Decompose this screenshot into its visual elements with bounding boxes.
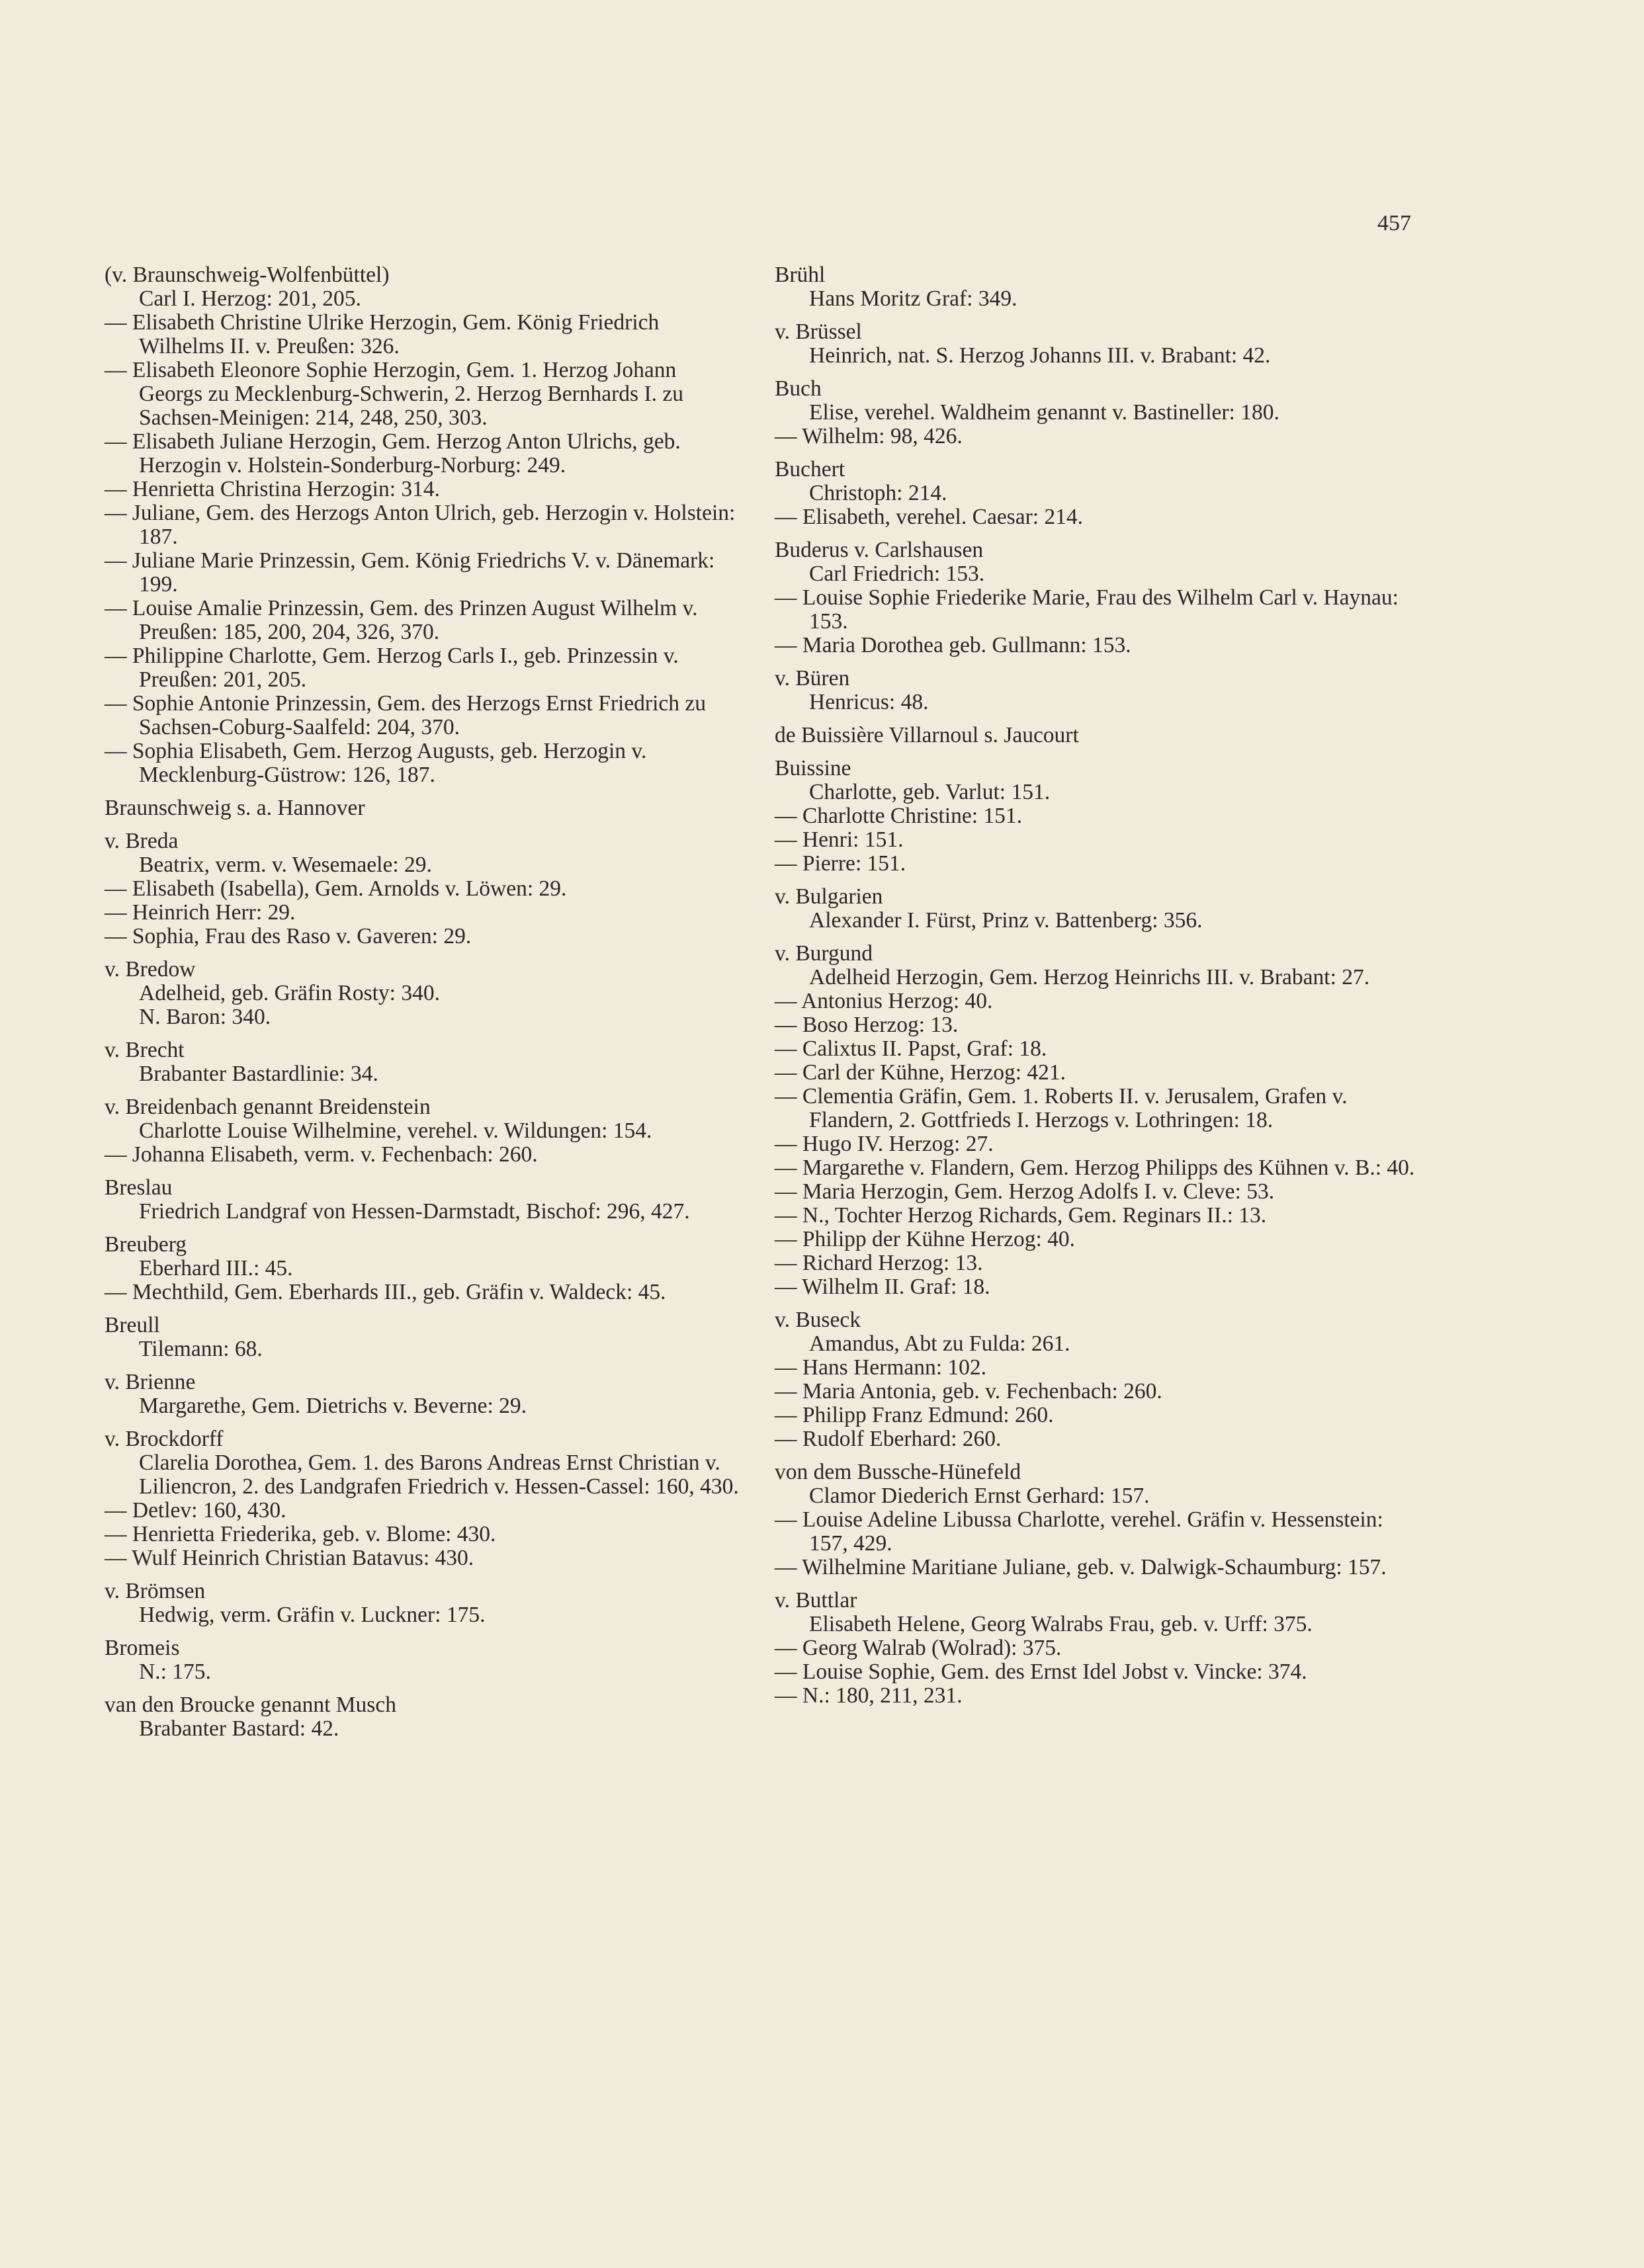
entry-line: — Louise Sophie, Gem. des Ernst Idel Jobst v. Vincke: 374. — [775, 1659, 1307, 1684]
entry-heading: v. Brockdorff — [105, 1427, 224, 1451]
entry-line: — Louise Amalie Prinzessin, Gem. des Prinzen August Wilhelm v. Preußen: 185, 200, 204, 326, 370. — [105, 596, 698, 644]
entry-line: — Juliane, Gem. des Herzogs Anton Ulrich, geb. Herzogin v. Holstein: 187. — [105, 501, 736, 549]
entry-line: Hans Moritz Graf: 349. — [809, 286, 1017, 311]
index-entry — [775, 757, 1416, 876]
entry-line: Carl Friedrich: 153. — [809, 562, 985, 586]
entry-line: — Georg Walrab (Wolrad): 375. — [775, 1636, 1062, 1660]
entry-line: Christoph: 214. — [809, 481, 947, 505]
entry-heading: Buchert — [775, 457, 845, 482]
index-entry — [105, 1636, 740, 1684]
entry-heading: v. Brüssel — [775, 319, 862, 344]
entry-line: Charlotte Louise Wilhelmine, verehel. v. Wildungen: 154. — [139, 1118, 652, 1143]
entry-line: — N.: 180, 211, 231. — [775, 1683, 963, 1708]
entry-line: Adelheid Herzogin, Gem. Herzog Heinrichs III. v. Brabant: 27. — [809, 965, 1370, 989]
entry-heading: v. Büren — [775, 666, 850, 691]
entry-heading: von dem Bussche-Hünefeld — [775, 1460, 1021, 1484]
entry-line: Amandus, Abt zu Fulda: 261. — [809, 1331, 1070, 1356]
entry-heading: v. Burgund — [775, 941, 873, 966]
entry-line: — Louise Sophie Friederike Marie, Frau des Wilhelm Carl v. Haynau: 153. — [775, 585, 1399, 634]
entry-line: Heinrich, nat. S. Herzog Johanns III. v. Brabant: 42. — [809, 343, 1271, 368]
entry-line: Carl I. Herzog: 201, 205. — [139, 286, 361, 311]
entry-line: — Wilhelm: 98, 426. — [775, 424, 963, 448]
entry-line: Beatrix, verm. v. Wesemaele: 29. — [139, 853, 432, 877]
index-entry — [775, 667, 1416, 714]
entry-line: N.: 175. — [139, 1659, 211, 1684]
index-entry — [775, 1460, 1416, 1579]
index-entry — [105, 1095, 740, 1167]
index-entry — [775, 1308, 1416, 1451]
index-entry — [775, 458, 1416, 529]
index-entry — [775, 1589, 1416, 1708]
index-entry — [775, 885, 1416, 933]
entry-line: Henricus: 48. — [809, 690, 929, 714]
entry-line: Elise, verehel. Waldheim genannt v. Bastineller: 180. — [809, 400, 1279, 425]
index-entry — [775, 724, 1416, 747]
index-entry — [105, 1693, 740, 1741]
right-column — [775, 263, 1416, 1717]
entry-line: — Sophia, Frau des Raso v. Gaveren: 29. — [105, 924, 472, 948]
page-number: 457 — [1377, 211, 1411, 235]
entry-heading: van den Broucke genannt Musch — [105, 1693, 396, 1717]
entry-heading: v. Brienne — [105, 1370, 196, 1394]
entry-line: — Elisabeth, verehel. Caesar: 214. — [775, 505, 1084, 529]
entry-heading: Braunschweig s. a. Hannover — [105, 796, 365, 820]
entry-line: — Carl der Kühne, Herzog: 421. — [775, 1060, 1066, 1085]
index-entry — [105, 829, 740, 948]
entry-heading: v. Breda — [105, 829, 179, 853]
entry-heading: (v. Braunschweig-Wolfenbüttel) — [105, 263, 390, 287]
entry-line: Adelheid, geb. Gräfin Rosty: 340. — [139, 981, 440, 1005]
index-entry — [775, 942, 1416, 1299]
entry-line: — Margarethe v. Flandern, Gem. Herzog Philipps des Kühnen v. B.: 40. — [775, 1155, 1415, 1180]
entry-line: — Charlotte Christine: 151. — [775, 804, 1023, 828]
entry-line: — Maria Dorothea geb. Gullmann: 153. — [775, 633, 1131, 657]
entry-heading: Bromeis — [105, 1636, 180, 1660]
entry-line: — Hans Hermann: 102. — [775, 1355, 987, 1380]
entry-line: Tilemann: 68. — [139, 1337, 263, 1361]
index-entry — [105, 1427, 740, 1570]
entry-line: — Henrietta Christina Herzogin: 314. — [105, 477, 441, 501]
entry-heading: Buissine — [775, 756, 851, 780]
entry-line: — Elisabeth Juliane Herzogin, Gem. Herzog Anton Ulrichs, geb. Herzogin v. Holstein-Sonderburg-Norburg: 249. — [105, 429, 681, 478]
entry-line: — Johanna Elisabeth, verm. v. Fechenbach: 260. — [105, 1142, 538, 1167]
index-entry — [105, 263, 740, 787]
entry-line: Elisabeth Helene, Georg Walrabs Frau, geb. v. Urff: 375. — [809, 1612, 1313, 1636]
entry-line: Clarelia Dorothea, Gem. 1. des Barons Andreas Ernst Christian v. Liliencron, 2. des Landgrafen Friedrich v. Hessen-Cassel: 160, 430. — [139, 1450, 739, 1499]
entry-line: — Rudolf Eberhard: 260. — [775, 1427, 1002, 1451]
index-entry — [105, 958, 740, 1029]
entry-line: Brabanter Bastardlinie: 34. — [139, 1062, 378, 1086]
index-entry — [775, 377, 1416, 448]
entry-line: Margarethe, Gem. Dietrichs v. Beverne: 29. — [139, 1394, 527, 1418]
entry-line: — Sophie Antonie Prinzessin, Gem. des Herzogs Ernst Friedrich zu Sachsen-Coburg-Saalfeld: 204, 370. — [105, 691, 706, 739]
entry-line: — Richard Herzog: 13. — [775, 1251, 983, 1275]
entry-line: — Elisabeth (Isabella), Gem. Arnolds v. Löwen: 29. — [105, 876, 567, 901]
entry-heading: Buderus v. Carlshausen — [775, 538, 984, 562]
entry-line: — Philipp Franz Edmund: 260. — [775, 1403, 1054, 1427]
entry-line: — Henri: 151. — [775, 827, 904, 852]
entry-line: — Hugo IV. Herzog: 27. — [775, 1132, 994, 1156]
entry-line: Clamor Diederich Ernst Gerhard: 157. — [809, 1484, 1150, 1508]
entry-line: — Maria Antonia, geb. v. Fechenbach: 260. — [775, 1379, 1162, 1404]
entry-heading: v. Brömsen — [105, 1579, 206, 1603]
entry-heading: Breuberg — [105, 1232, 187, 1257]
index-entry — [105, 1579, 740, 1627]
entry-line: — Juliane Marie Prinzessin, Gem. König Friedrichs V. v. Dänemark: 199. — [105, 548, 715, 597]
entry-line: Alexander I. Fürst, Prinz v. Battenberg: 356. — [809, 908, 1203, 933]
index-entry — [105, 1314, 740, 1361]
index-entry — [775, 263, 1416, 311]
entry-line: — Philipp der Kühne Herzog: 40. — [775, 1227, 1076, 1251]
entry-line: Charlotte, geb. Varlut: 151. — [809, 780, 1051, 804]
entry-line: — Louise Adeline Libussa Charlotte, verehel. Gräfin v. Hessenstein: 157, 429. — [775, 1507, 1383, 1556]
entry-line: — Elisabeth Eleonore Sophie Herzogin, Gem. 1. Herzog Johann Georgs zu Mecklenburg-Schwerin, 2. Herzog Bernhards I. zu Sachsen-Meinigen: 214, 248, 250, 303. — [105, 358, 683, 430]
index-entry — [775, 320, 1416, 368]
left-column — [105, 263, 740, 1750]
entry-heading: Brühl — [775, 263, 826, 287]
index-entry — [105, 796, 740, 820]
entry-line: — Mechthild, Gem. Eberhards III., geb. Gräfin v. Waldeck: 45. — [105, 1280, 666, 1304]
entry-line: — Boso Herzog: 13. — [775, 1013, 959, 1037]
entry-heading: v. Bulgarien — [775, 884, 883, 909]
entry-line: — Elisabeth Christine Ulrike Herzogin, Gem. König Friedrich Wilhelms II. v. Preußen: 326. — [105, 310, 660, 358]
entry-heading: de Buissière Villarnoul s. Jaucourt — [775, 723, 1079, 747]
entry-line: — Calixtus II. Papst, Graf: 18. — [775, 1036, 1047, 1061]
entry-heading: v. Brecht — [105, 1038, 185, 1062]
entry-line: — Heinrich Herr: 29. — [105, 900, 296, 925]
entry-line: — Maria Herzogin, Gem. Herzog Adolfs I. v. Cleve: 53. — [775, 1179, 1275, 1204]
entry-line: — Wilhelm II. Graf: 18. — [775, 1275, 990, 1299]
index-entry — [105, 1176, 740, 1224]
entry-line: — Detlev: 160, 430. — [105, 1498, 286, 1523]
entry-line: — Pierre: 151. — [775, 851, 906, 876]
entry-line: — Philippine Charlotte, Gem. Herzog Carls I., geb. Prinzessin v. Preußen: 201, 205. — [105, 644, 679, 692]
entry-line: Brabanter Bastard: 42. — [139, 1716, 339, 1741]
entry-line: Friedrich Landgraf von Hessen-Darmstadt, Bischof: 296, 427. — [139, 1199, 690, 1224]
entry-heading: v. Bredow — [105, 957, 196, 982]
index-entry — [105, 1038, 740, 1086]
entry-line: Eberhard III.: 45. — [139, 1256, 293, 1281]
entry-line: — Wilhelmine Maritiane Juliane, geb. v. Dalwigk-Schaumburg: 157. — [775, 1555, 1387, 1579]
index-entry — [105, 1370, 740, 1418]
entry-line: — Sophia Elisabeth, Gem. Herzog Augusts, geb. Herzogin v. Mecklenburg-Güstrow: 126, 187. — [105, 739, 647, 787]
index-entry — [105, 1233, 740, 1304]
entry-heading: v. Buseck — [775, 1308, 861, 1332]
index-entry — [775, 538, 1416, 657]
entry-line: — Clementia Gräfin, Gem. 1. Roberts II. v. Jerusalem, Grafen v. Flandern, 2. Gottfrieds I. Herzogs v. Lothringen: 18. — [775, 1084, 1348, 1132]
entry-line: Hedwig, verm. Gräfin v. Luckner: 175. — [139, 1603, 486, 1627]
entry-heading: v. Buttlar — [775, 1588, 857, 1613]
entry-heading: v. Breidenbach genannt Breidenstein — [105, 1095, 431, 1119]
entry-heading: Breull — [105, 1313, 160, 1337]
entry-line: N. Baron: 340. — [139, 1005, 271, 1029]
entry-line: — Wulf Heinrich Christian Batavus: 430. — [105, 1546, 474, 1570]
entry-line: — Henrietta Friederika, geb. v. Blome: 430. — [105, 1522, 496, 1546]
entry-line: — N., Tochter Herzog Richards, Gem. Reginars II.: 13. — [775, 1203, 1267, 1228]
entry-heading: Buch — [775, 376, 822, 401]
entry-heading: Breslau — [105, 1175, 173, 1200]
entry-line: — Antonius Herzog: 40. — [775, 989, 993, 1013]
